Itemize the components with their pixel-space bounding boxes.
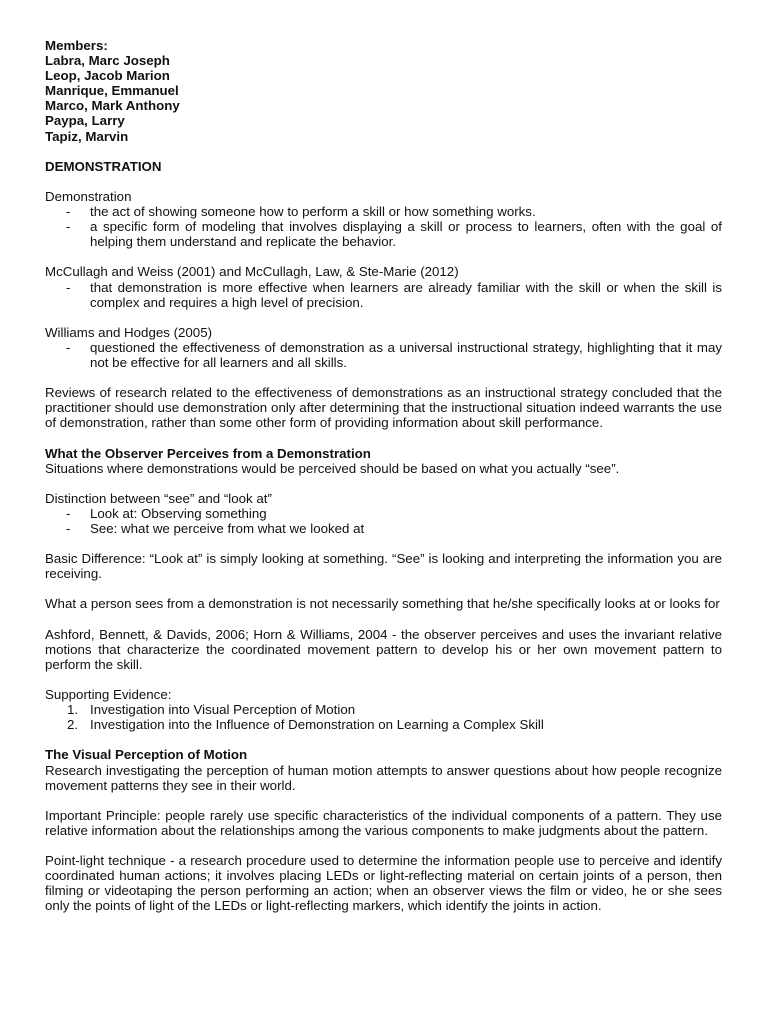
dash-marker: - (66, 339, 71, 355)
important-principle-paragraph: Important Principle: people rarely use specific characteristics of the individual components of a pattern. They use relative information about the relationships among the various components to make judgments about the pattern. (45, 807, 722, 838)
point-light-paragraph: Point-light technique - a research procedure used to determine the information people use to perceive and identify coordinated human actions; it involves placing LEDs or light-reflecting material on certain joints of a person, then filming or videotaping the person performing an action; when an observer views the film or video, he or she sees only the points of light of the LEDs or light-reflecting markers, which identify the joints in action. (45, 853, 722, 914)
list-item-text: the act of showing someone how to perform a skill or how something works. (90, 204, 536, 220)
visual-heading: The Visual Perception of Motion (45, 747, 248, 763)
member-name: Manrique, Emmanuel (45, 83, 179, 99)
dash-marker: - (66, 279, 71, 295)
list-item (45, 219, 722, 249)
mccullagh-list (45, 280, 722, 310)
demonstration-label: Demonstration (45, 188, 132, 204)
supporting-list (45, 702, 722, 732)
visual-text: Research investigating the perception of human motion attempts to answer questions about how people recognize movement patterns they see in their world. (45, 762, 722, 793)
document-title: DEMONSTRATION (45, 158, 162, 174)
member-name: Leop, Jacob Marion (45, 68, 170, 84)
list-item (45, 521, 722, 536)
list-item-text: Investigation into the Influence of Demonstration on Learning a Complex Skill (90, 717, 544, 733)
member-name: Tapiz, Marvin (45, 128, 129, 144)
distinction-label: Distinction between “see” and “look at” (45, 490, 272, 506)
member-name: Paypa, Larry (45, 113, 125, 129)
dash-marker: - (66, 505, 71, 521)
dash-marker: - (66, 219, 71, 235)
list-item-text: a specific form of modeling that involves displaying a skill or process to learners, often with the goal of helping them understand and replicate the behavior. (90, 219, 722, 250)
williams-label: Williams and Hodges (2005) (45, 324, 213, 340)
basic-difference-paragraph: Basic Difference: “Look at” is simply looking at something. “See” is looking and interpreting the information you are receiving. (45, 551, 722, 582)
reviews-paragraph: Reviews of research related to the effectiveness of demonstrations as an instructional strategy concluded that the practitioner should use demonstration only after determining that the instructional situation indeed warrants the use of demonstration, rather than some other form of providing information about skill performance. (45, 385, 722, 431)
list-item (45, 280, 722, 310)
members-heading: Members: (45, 38, 108, 53)
demonstration-list (45, 204, 722, 249)
list-item-text: that demonstration is more effective when learners are already familiar with the skill or when the skill is complex and requires a high level of precision. (90, 279, 722, 310)
list-item-text: questioned the effectiveness of demonstration as a universal instructional strategy, highlighting that it may not be effective for all learners and all skills. (90, 339, 722, 370)
list-item-text: See: what we perceive from what we looked at (90, 521, 365, 536)
what-person-sees-paragraph: What a person sees from a demonstration is not necessarily something that he/she specifically looks at or looks for (45, 596, 720, 612)
ashford-paragraph: Ashford, Bennett, & Davids, 2006; Horn & Williams, 2004 - the observer perceives and uses the invariant relative motions that characterize the coordinated movement pattern to develop his or her own movement pattern to perform the skill. (45, 626, 722, 672)
list-item (45, 204, 722, 219)
list-item-text: Look at: Observing something (90, 505, 267, 521)
dash-marker: - (66, 204, 71, 220)
member-name: Labra, Marc Joseph (45, 53, 170, 69)
dash-marker: - (66, 521, 71, 536)
list-item (45, 340, 722, 370)
observer-text: Situations where demonstrations would be perceived should be based on what you actually “see”. (45, 460, 620, 476)
members-section (45, 38, 722, 144)
supporting-label: Supporting Evidence: (45, 687, 172, 703)
williams-list (45, 340, 722, 370)
member-name: Marco, Mark Anthony (45, 98, 180, 114)
list-item (45, 506, 722, 521)
distinction-list (45, 506, 722, 536)
mccullagh-label: McCullagh and Weiss (2001) and McCullagh, Law, & Ste-Marie (2012) (45, 264, 459, 280)
list-item (45, 702, 722, 717)
list-number: 2. (67, 717, 79, 733)
list-item (45, 717, 722, 732)
list-number: 1. (67, 702, 79, 718)
observer-heading: What the Observer Perceives from a Demonstration (45, 445, 371, 461)
list-item-text: Investigation into Visual Perception of Motion (90, 702, 356, 718)
